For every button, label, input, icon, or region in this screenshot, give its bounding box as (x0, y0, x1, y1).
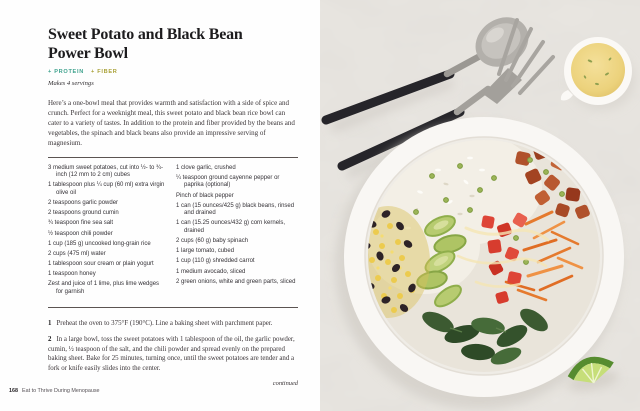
divider-bottom (48, 307, 298, 308)
step-text: Preheat the oven to 375°F (190°C). Line a baking sheet with parchment paper. (56, 319, 273, 327)
photo-page (320, 0, 640, 411)
step-text: In a large bowl, toss the sweet potatoes with 1 tablespoon of the oil, the garlic powder, cumin, ½ teaspoon of the salt, and the chili powder and spread evenly on the prepared baking sheet. Bake for 25 minutes, turning once, until the sweet potatoes are tender and a fork or knife easily slides into the center. (48, 335, 295, 373)
ingredient-item: 2 teaspoons ground cumin (48, 210, 119, 217)
ingredient-item: 1 medium avocado, sliced (176, 268, 246, 275)
recipe-title: Sweet Potato and Black Bean Power Bowl (48, 26, 243, 62)
ingredient-item: Zest and juice of 1 lime, plus lime wedges for garnish (48, 281, 160, 295)
ingredients-list (48, 165, 298, 299)
ingredient-item: 1 clove garlic, crushed (176, 164, 236, 171)
page-number: 168 (9, 388, 18, 394)
method-step (48, 335, 298, 374)
step-number: 1 (48, 319, 52, 327)
ingredient-item: 1 can (15.25 ounces/432 g) corn kernels, drained (176, 220, 286, 234)
ingredient-item: 1 cup (185 g) uncooked long-grain rice (48, 240, 151, 247)
servings-label: Makes 4 servings (48, 80, 94, 88)
step-number: 2 (48, 335, 52, 343)
ingredients-column-left (48, 165, 167, 299)
ingredient-item: 1 large tomato, cubed (176, 248, 235, 255)
ingredients-column-right (176, 165, 298, 299)
ingredient-item: ¼ teaspoon ground cayenne pepper or paprika (optional) (176, 174, 280, 189)
intro-paragraph: Here’s a one-bowl meal that provides warmth and satisfaction with a side of spice and crunch. Perfect for a weeknight meal, this sweet potato and black bean rice bowl can cater to a variety of tastes. In addition to the protein and fiber provided by the beans and vegetables, the spinach and black beans also provide an impressive serving of magnesium. (48, 99, 295, 147)
book-title: Eat to Thrive During Menopause (22, 388, 100, 394)
fiber-tag: + FIBER (90, 69, 118, 76)
ingredient-item: 1 cup (110 g) shredded carrot (176, 258, 255, 265)
ingredient-item: 1 tablespoon plus ¼ cup (60 ml) extra virgin olive oil (48, 182, 165, 197)
ingredient-item: 1 can (15 ounces/425 g) black beans, rinsed and drained (176, 202, 295, 217)
divider-top (48, 157, 298, 158)
page-footer (9, 388, 100, 394)
method-steps (48, 319, 298, 374)
ingredient-item: 2 green onions, white and green parts, sliced (176, 278, 296, 285)
protein-tag: + PROTEIN (48, 69, 84, 76)
continued-label: continued (272, 379, 298, 387)
recipe-photo (320, 0, 640, 411)
nutrition-tags (48, 69, 298, 75)
ingredient-item: 3 medium sweet potatoes, cut into ½- to ¾-inch (12 mm to 2 cm) cubes (48, 164, 164, 179)
ingredient-item: 1 tablespoon sour cream or plain yogurt (48, 261, 154, 267)
method-step (48, 319, 298, 329)
ingredient-item: 2 teaspoons garlic powder (48, 200, 119, 207)
ingredient-item: 1 teaspoon honey (48, 271, 96, 278)
ingredient-item: 2 cups (60 g) baby spinach (176, 238, 249, 245)
ingredient-item: 2 cups (475 ml) water (48, 250, 106, 257)
ingredient-item: ½ teaspoon chili powder (48, 230, 113, 237)
ingredient-item: Pinch of black pepper (176, 192, 234, 199)
ingredient-item: ¾ teaspoon fine sea salt (48, 220, 114, 227)
